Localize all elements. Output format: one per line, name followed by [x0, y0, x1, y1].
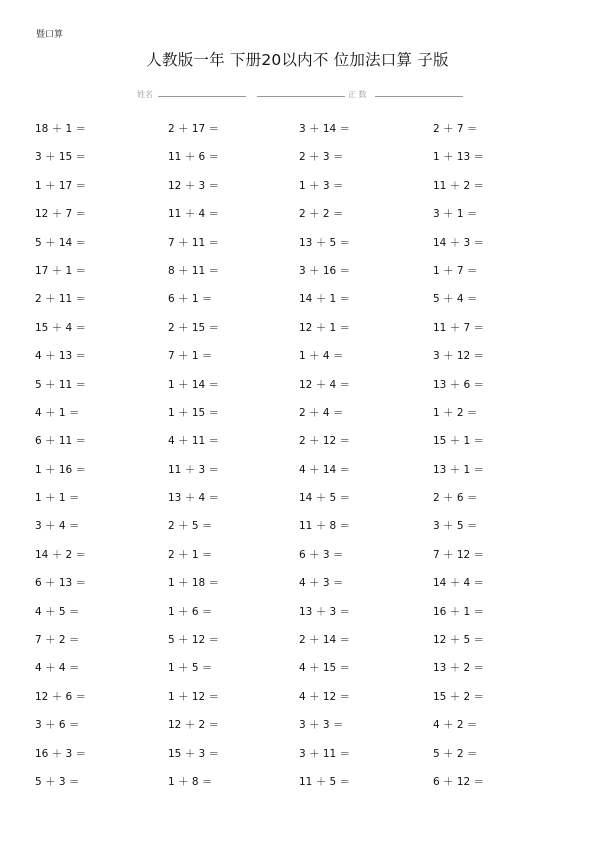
problem-item: 18 ＋ 1 ＝ [35, 123, 87, 135]
problem-item: 2 ＋ 14 ＝ [299, 634, 351, 647]
problem-item: 12 ＋ 1 ＝ [299, 321, 351, 334]
problem-item: 6 ＋ 3 ＝ [299, 548, 344, 561]
problem-row [0, 490, 595, 518]
problem-row [0, 121, 595, 149]
problem-item: 3 ＋ 5 ＝ [433, 520, 478, 533]
problem-item: 5 ＋ 14 ＝ [35, 236, 87, 249]
problem-item: 3 ＋ 4 ＝ [35, 520, 80, 533]
problem-item: 17 ＋ 1 ＝ [35, 264, 87, 277]
problem-item: 2 ＋ 3 ＝ [299, 151, 344, 164]
problem-row [0, 632, 595, 660]
problem-row [0, 149, 595, 177]
time-blank-line [257, 96, 345, 97]
problem-item: 11 ＋ 6 ＝ [168, 151, 220, 164]
problem-row [0, 433, 595, 461]
problem-row [0, 518, 595, 546]
problem-item: 7 ＋ 1 ＝ [168, 350, 213, 363]
problem-item: 12 ＋ 5 ＝ [433, 634, 485, 647]
problem-item: 14 ＋ 3 ＝ [433, 236, 485, 249]
problem-item: 6 ＋ 12 ＝ [433, 775, 485, 788]
problem-item: 15 ＋ 1 ＝ [433, 435, 485, 448]
problem-item: 13 ＋ 4 ＝ [168, 492, 220, 505]
problem-item: 3 ＋ 15 ＝ [35, 151, 87, 164]
problem-item: 1 ＋ 12 ＝ [168, 690, 220, 703]
problem-item: 3 ＋ 12 ＝ [433, 350, 485, 363]
problem-item: 7 ＋ 2 ＝ [35, 634, 80, 647]
problem-item: 1 ＋ 8 ＝ [168, 775, 213, 788]
problem-row [0, 178, 595, 206]
problem-row [0, 348, 595, 376]
problem-item: 14 ＋ 2 ＝ [35, 548, 87, 561]
problem-item: 1 ＋ 15 ＝ [168, 406, 220, 419]
problem-item: 5 ＋ 11 ＝ [35, 378, 87, 391]
correct-count-label: 正 数 [348, 90, 367, 99]
problem-item: 14 ＋ 4 ＝ [433, 577, 485, 590]
problem-item: 15 ＋ 2 ＝ [433, 690, 485, 703]
problem-item: 6 ＋ 1 ＝ [168, 293, 213, 306]
problem-item: 4 ＋ 4 ＝ [35, 662, 80, 675]
correct-count-blank-line [375, 96, 463, 97]
problem-item: 1 ＋ 13 ＝ [433, 151, 485, 164]
problem-item: 7 ＋ 12 ＝ [433, 548, 485, 561]
problem-item: 2 ＋ 2 ＝ [299, 208, 344, 221]
problem-item: 15 ＋ 3 ＝ [168, 747, 220, 760]
problem-item: 1 ＋ 18 ＝ [168, 577, 220, 590]
problem-row [0, 547, 595, 575]
name-label: 姓名 [137, 90, 153, 99]
problem-row [0, 604, 595, 632]
problem-row [0, 377, 595, 405]
problem-item: 2 ＋ 6 ＝ [433, 492, 478, 505]
problem-item: 11 ＋ 3 ＝ [168, 463, 220, 476]
problem-item: 4 ＋ 2 ＝ [433, 719, 478, 732]
problem-item: 3 ＋ 11 ＝ [299, 747, 351, 760]
problem-item: 6 ＋ 11 ＝ [35, 435, 87, 448]
problem-item: 4 ＋ 5 ＝ [35, 605, 80, 618]
problem-item: 1 ＋ 7 ＝ [433, 264, 478, 277]
problem-item: 11 ＋ 4 ＝ [168, 208, 220, 221]
problem-item: 2 ＋ 15 ＝ [168, 321, 220, 334]
problem-item: 5 ＋ 3 ＝ [35, 775, 80, 788]
problem-item: 3 ＋ 1 ＝ [433, 208, 478, 221]
problem-item: 13 ＋ 1 ＝ [433, 463, 485, 476]
problem-item: 16 ＋ 1 ＝ [433, 605, 485, 618]
problem-item: 2 ＋ 4 ＝ [299, 406, 344, 419]
problem-grid [0, 121, 595, 802]
problem-item: 3 ＋ 16 ＝ [299, 264, 351, 277]
problem-item: 7 ＋ 11 ＝ [168, 236, 220, 249]
name-blank-line [158, 96, 246, 97]
problem-item: 11 ＋ 5 ＝ [299, 775, 351, 788]
problem-item: 2 ＋ 12 ＝ [299, 435, 351, 448]
problem-item: 11 ＋ 7 ＝ [433, 321, 485, 334]
problem-item: 4 ＋ 1 ＝ [35, 406, 80, 419]
problem-item: 3 ＋ 14 ＝ [299, 123, 351, 135]
problem-item: 11 ＋ 2 ＝ [433, 179, 485, 192]
problem-row [0, 263, 595, 291]
problem-item: 4 ＋ 13 ＝ [35, 350, 87, 363]
problem-item: 1 ＋ 6 ＝ [168, 605, 213, 618]
problem-item: 1 ＋ 5 ＝ [168, 662, 213, 675]
page-title: 人教版一年 下册20以内不 位加法口算 子版 [146, 51, 449, 69]
problem-row [0, 575, 595, 603]
problem-item: 1 ＋ 14 ＝ [168, 378, 220, 391]
problem-row [0, 774, 595, 802]
problem-item: 11 ＋ 8 ＝ [299, 520, 351, 533]
problem-item: 2 ＋ 11 ＝ [35, 293, 87, 306]
problem-item: 12 ＋ 2 ＝ [168, 719, 220, 732]
problem-item: 13 ＋ 2 ＝ [433, 662, 485, 675]
problem-row [0, 462, 595, 490]
problem-item: 2 ＋ 5 ＝ [168, 520, 213, 533]
problem-item: 13 ＋ 6 ＝ [433, 378, 485, 391]
problem-item: 15 ＋ 4 ＝ [35, 321, 87, 334]
problem-item: 13 ＋ 5 ＝ [299, 236, 351, 249]
problem-item: 1 ＋ 1 ＝ [35, 492, 80, 505]
problem-item: 5 ＋ 4 ＝ [433, 293, 478, 306]
problem-row [0, 320, 595, 348]
problem-item: 1 ＋ 2 ＝ [433, 406, 478, 419]
problem-item: 12 ＋ 3 ＝ [168, 179, 220, 192]
problem-item: 4 ＋ 11 ＝ [168, 435, 220, 448]
problem-item: 1 ＋ 17 ＝ [35, 179, 87, 192]
problem-row [0, 660, 595, 688]
problem-item: 4 ＋ 12 ＝ [299, 690, 351, 703]
problem-item: 14 ＋ 1 ＝ [299, 293, 351, 306]
problem-item: 1 ＋ 16 ＝ [35, 463, 87, 476]
problem-item: 1 ＋ 4 ＝ [299, 350, 344, 363]
problem-item: 4 ＋ 15 ＝ [299, 662, 351, 675]
problem-item: 2 ＋ 17 ＝ [168, 123, 220, 135]
problem-item: 12 ＋ 7 ＝ [35, 208, 87, 221]
problem-item: 13 ＋ 3 ＝ [299, 605, 351, 618]
problem-item: 12 ＋ 4 ＝ [299, 378, 351, 391]
problem-item: 4 ＋ 3 ＝ [299, 577, 344, 590]
problem-item: 1 ＋ 3 ＝ [299, 179, 344, 192]
problem-row [0, 206, 595, 234]
problem-row [0, 405, 595, 433]
problem-item: 5 ＋ 12 ＝ [168, 634, 220, 647]
problem-item: 3 ＋ 6 ＝ [35, 719, 80, 732]
problem-item: 3 ＋ 3 ＝ [299, 719, 344, 732]
problem-item: 16 ＋ 3 ＝ [35, 747, 87, 760]
problem-row [0, 291, 595, 319]
problem-item: 5 ＋ 2 ＝ [433, 747, 478, 760]
problem-item: 12 ＋ 6 ＝ [35, 690, 87, 703]
problem-row [0, 235, 595, 263]
corner-label: 暨口算 [36, 30, 64, 40]
problem-item: 14 ＋ 5 ＝ [299, 492, 351, 505]
problem-row [0, 689, 595, 717]
problem-item: 2 ＋ 1 ＝ [168, 548, 213, 561]
problem-item: 6 ＋ 13 ＝ [35, 577, 87, 590]
problem-row [0, 717, 595, 745]
problem-item: 2 ＋ 7 ＝ [433, 123, 478, 135]
problem-row [0, 746, 595, 774]
problem-item: 4 ＋ 14 ＝ [299, 463, 351, 476]
problem-item: 8 ＋ 11 ＝ [168, 264, 220, 277]
